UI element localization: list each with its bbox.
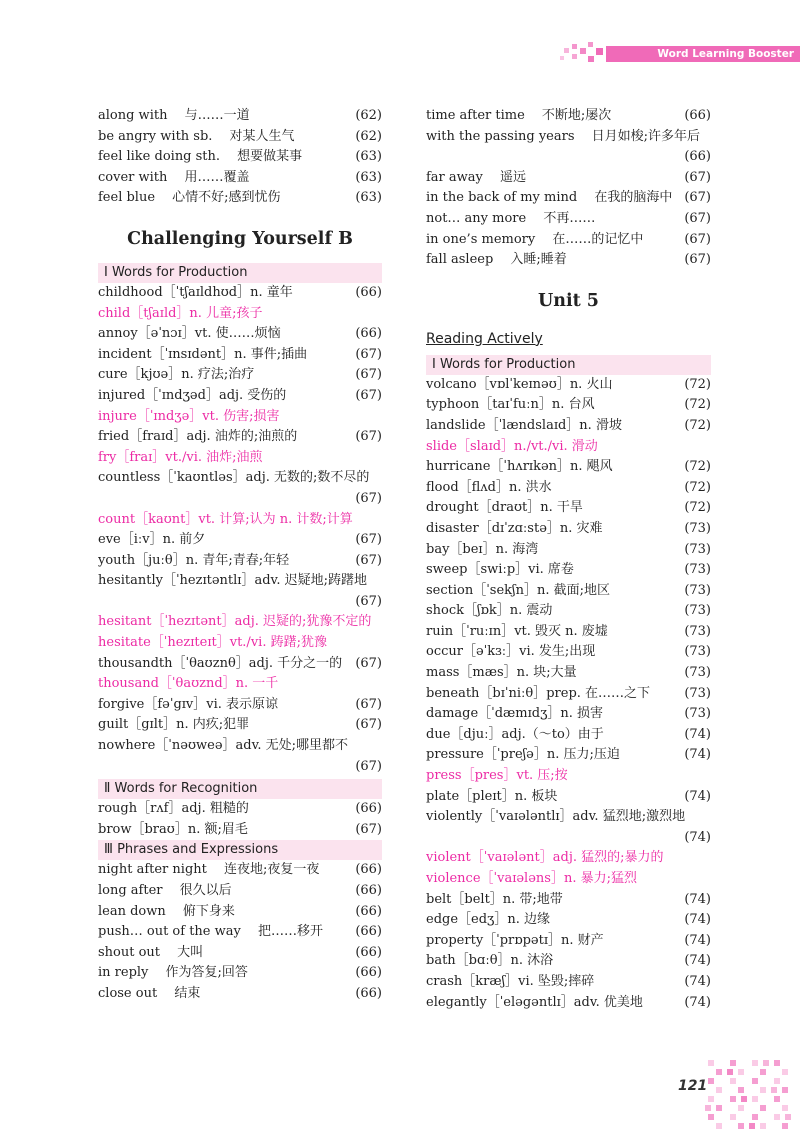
entry-text: hurricane［ˈhʌrɪkən］n. 飓风: [426, 459, 613, 475]
vocab-entry: [98, 188, 382, 209]
entry-text: crash［kræʃ］vi. 坠毁;摔碎: [426, 973, 595, 989]
entry-text: rough［rʌf］adj. 粗糙的: [98, 801, 249, 817]
vocab-entry: [426, 993, 711, 1014]
vocab-entry: [426, 188, 711, 209]
entry-page: (73): [684, 562, 711, 578]
decor-square: [774, 1078, 780, 1084]
entry-page: (67): [355, 552, 382, 568]
decor-square: [730, 1060, 736, 1066]
section-header-phrases: Ⅲ Phrases and Expressions: [98, 840, 382, 860]
section-header-words-recognition: Ⅱ Words for Recognition: [98, 779, 382, 799]
vocab-entry-page-ref: [426, 828, 711, 849]
entry-text: thousandth［ˈθaʊznθ］adj. 千分之一的: [98, 655, 343, 671]
entry-text: due［djuː］adj.（～to）由于: [426, 726, 604, 742]
entry-page: (73): [684, 706, 711, 722]
entry-text: childhood［ˈtʃaɪldhʊd］n. 童年: [98, 284, 293, 300]
entry-text: hesitantly［ˈhezɪtəntlɪ］adv. 迟疑地;踌躇地: [98, 573, 367, 589]
related-word-entry: [426, 848, 711, 869]
decor-square: [752, 1060, 758, 1066]
entry-page: (72): [684, 459, 711, 475]
decor-square: [580, 48, 586, 54]
decor-square: [738, 1123, 744, 1129]
vocab-entry: [98, 345, 382, 366]
decor-square: [727, 1069, 733, 1075]
entry-text: night after night 连夜地;夜复一夜: [98, 862, 320, 878]
decor-square: [785, 1114, 791, 1120]
entry-text: close out 结束: [98, 985, 201, 1001]
entry-page: (63): [355, 190, 382, 206]
entry-page: (72): [684, 397, 711, 413]
vocab-entry: [426, 519, 711, 540]
vocab-entry: [426, 601, 711, 622]
vocab-entry: [426, 375, 711, 396]
vocab-entry: [98, 715, 382, 736]
decor-square: [782, 1105, 788, 1111]
entry-page: (66): [684, 108, 711, 123]
entry-page: (66): [355, 326, 382, 342]
decor-square: [760, 1105, 766, 1111]
decor-square: [771, 1087, 777, 1093]
entry-text: slide［slaɪd］n./vt./vi. 滑动: [426, 438, 598, 454]
related-word-entry: [98, 674, 382, 695]
entry-page: (66): [355, 985, 382, 1001]
decor-square: [588, 56, 594, 62]
vocab-entry: [98, 943, 382, 964]
left-words-recognition-list: [98, 799, 382, 840]
related-word-entry: [98, 633, 382, 654]
entry-page: (63): [355, 149, 382, 165]
decor-square: [738, 1087, 744, 1093]
entry-text: hesitant［ˈhezɪtənt］adj. 迟疑的;犹豫不定的: [98, 614, 372, 630]
vocab-entry: [426, 663, 711, 684]
entry-page: (73): [684, 644, 711, 660]
decor-square: [782, 1069, 788, 1075]
vocab-entry: [426, 787, 711, 808]
vocab-entry: [426, 951, 711, 972]
entry-page: (66): [355, 924, 382, 940]
vocab-entry: [426, 540, 711, 561]
entry-page: (73): [684, 520, 711, 536]
decor-square: [774, 1096, 780, 1102]
vocab-entry: [98, 147, 382, 168]
vocab-entry: [426, 106, 711, 127]
subsection-reading-actively: Reading Actively: [426, 330, 543, 347]
vocab-entry: [426, 725, 711, 746]
entry-text: fried［fraɪd］adj. 油炸的;油煎的: [98, 429, 298, 445]
decor-square: [760, 1087, 766, 1093]
decor-square: [730, 1114, 736, 1120]
vocab-entry: [98, 860, 382, 881]
entry-page: (74): [684, 726, 711, 742]
vocab-entry: [426, 250, 711, 271]
related-word-entry: [426, 437, 711, 458]
entry-page: (74): [684, 829, 711, 845]
entry-page: (74): [684, 747, 711, 763]
entry-page: (73): [684, 541, 711, 557]
vocab-entry: [426, 642, 711, 663]
decor-square: [752, 1114, 758, 1120]
vocab-entry: [98, 168, 382, 189]
entry-page: (62): [355, 108, 382, 123]
vocab-entry: [98, 820, 382, 841]
vocab-entry: [98, 736, 382, 757]
entry-page: (66): [355, 965, 382, 981]
vocab-entry: [98, 571, 382, 592]
entry-text: eve［iːv］n. 前夕: [98, 532, 206, 548]
entry-text: violent［ˈvaɪələnt］adj. 猛烈的;暴力的: [426, 850, 664, 866]
vocab-entry: [426, 745, 711, 766]
entry-text: shout out 大叫: [98, 944, 204, 960]
entry-text: fry［fraɪ］vt./vi. 油炸;油煎: [98, 449, 263, 465]
entry-page: (66): [355, 883, 382, 898]
entry-page: (67): [355, 346, 382, 362]
decor-square: [774, 1060, 780, 1066]
entry-text: forgive［fəˈgɪv］vi. 表示原谅: [98, 696, 279, 712]
entry-text: youth［juːθ］n. 青年;青春;年轻: [98, 552, 290, 568]
vocab-entry: [426, 560, 711, 581]
decor-square: [774, 1114, 780, 1120]
entry-text: count［kaʊnt］vt. 计算;认为 n. 计数;计算: [98, 511, 353, 527]
entry-text: bath［bɑːθ］n. 沐浴: [426, 953, 554, 969]
decor-square: [708, 1060, 714, 1066]
entry-text: cure［kjʊə］n. 疗法;治疗: [98, 367, 255, 383]
entry-page: (74): [684, 788, 711, 804]
vocab-entry: [98, 695, 382, 716]
decor-square: [741, 1096, 747, 1102]
entry-page: (67): [684, 190, 711, 206]
vocab-entry: [426, 457, 711, 478]
entry-text: time after time 不断地;屡次: [426, 108, 612, 123]
entry-text: not… any more 不再……: [426, 210, 596, 226]
vocab-entry: [98, 799, 382, 820]
entry-text: pressure［ˈpreʃə］n. 压力;压迫: [426, 747, 620, 763]
decor-square: [596, 48, 603, 55]
vocab-entry: [426, 931, 711, 952]
vocab-entry: [426, 704, 711, 725]
section-header-words-production: Ⅰ Words for Production: [98, 263, 382, 283]
vocab-entry: [426, 581, 711, 602]
entry-text: sweep［swiːp］vi. 席卷: [426, 562, 574, 578]
right-top-list: [426, 106, 711, 271]
entry-page: (73): [684, 665, 711, 681]
vocab-entry: [426, 416, 711, 437]
entry-page: (72): [684, 500, 711, 516]
entry-text: far away 遥远: [426, 169, 527, 185]
vocab-entry: [426, 807, 711, 828]
entry-text: lean down 俯下身来: [98, 903, 235, 919]
entry-text: bay［beɪ］n. 海湾: [426, 541, 539, 557]
entry-text: injured［ˈɪndʒəd］adj. 受伤的: [98, 387, 287, 403]
entry-text: thousand［ˈθaʊznd］n. 一千: [98, 676, 279, 692]
entry-text: typhoon［taɪˈfuːn］n. 台风: [426, 397, 595, 413]
entry-page: (67): [684, 169, 711, 185]
entry-page: (67): [355, 821, 382, 837]
vocab-entry: [426, 168, 711, 189]
vocab-entry: [426, 684, 711, 705]
entry-text: in the back of my mind 在我的脑海中: [426, 190, 673, 206]
entry-text: nowhere［ˈnəʊweə］adv. 无处;哪里都不: [98, 738, 349, 754]
entry-text: section［ˈsekʃn］n. 截面;地区: [426, 582, 610, 598]
vocab-entry: [98, 386, 382, 407]
vocab-entry-page-ref: [98, 757, 382, 778]
decor-square: [730, 1096, 736, 1102]
vocab-entry: [98, 530, 382, 551]
entry-page: (67): [355, 532, 382, 548]
vocab-entry: [426, 395, 711, 416]
vocab-entry: [426, 910, 711, 931]
entry-text: hesitate［ˈhezɪteɪt］vt./vi. 踌躇;犹豫: [98, 635, 327, 651]
vocab-entry-page-ref: [98, 489, 382, 510]
decor-square: [716, 1087, 722, 1093]
entry-page: (63): [355, 169, 382, 185]
entry-page: (66): [684, 149, 711, 165]
vocab-entry: [98, 963, 382, 984]
vocab-entry: [98, 922, 382, 943]
entry-text: be angry with sb. 对某人生气: [98, 128, 295, 144]
entry-page: (73): [684, 582, 711, 598]
entry-page: (73): [684, 685, 711, 701]
entry-text: press［pres］vt. 压;按: [426, 768, 568, 784]
entry-text: violence［ˈvaɪələns］n. 暴力;猛烈: [426, 871, 637, 886]
entry-text: damage［ˈdæmɪdʒ］n. 损害: [426, 706, 604, 722]
entry-page: (67): [355, 387, 382, 403]
entry-page: (73): [684, 623, 711, 639]
vocab-entry: [98, 902, 382, 923]
entry-page: (72): [684, 417, 711, 433]
decor-square: [752, 1096, 758, 1102]
entry-text: volcano［vɒlˈkeɪnəʊ］n. 火山: [426, 376, 613, 392]
header-banner: [560, 42, 800, 64]
decor-square: [572, 44, 577, 49]
vocab-entry: [426, 890, 711, 911]
entry-text: along with 与……一道: [98, 108, 250, 123]
decor-square: [560, 56, 564, 60]
vocab-entry: [426, 498, 711, 519]
vocab-entry-page-ref: [98, 592, 382, 613]
entry-page: (74): [684, 994, 711, 1010]
decor-square: [782, 1087, 788, 1093]
entry-page: (66): [355, 862, 382, 878]
vocab-entry: [98, 468, 382, 489]
vocab-entry: [98, 881, 382, 902]
decor-square: [708, 1096, 714, 1102]
entry-page: (66): [355, 284, 382, 300]
vocab-entry: [98, 654, 382, 675]
entry-page: (72): [684, 479, 711, 495]
entry-text: belt［belt］n. 带;地带: [426, 891, 563, 907]
section-title-challenging: Challenging Yourself B: [127, 228, 353, 249]
page-number: 121: [678, 1078, 708, 1094]
entry-page: (67): [355, 758, 382, 774]
vocab-entry: [426, 127, 711, 148]
entry-page: (74): [684, 912, 711, 928]
entry-text: annoy［əˈnɔɪ］vt. 使……烦恼: [98, 326, 281, 342]
decor-square: [716, 1069, 722, 1075]
entry-page: (67): [684, 210, 711, 226]
decor-square: [749, 1123, 755, 1129]
entry-text: flood［flʌd］n. 洪水: [426, 479, 552, 495]
entry-text: property［ˈprɒpətɪ］n. 财产: [426, 932, 604, 948]
related-word-entry: [98, 510, 382, 531]
left-top-list: [98, 106, 382, 209]
entry-text: disaster［dɪˈzɑːstə］n. 灾难: [426, 520, 603, 536]
entry-page: (66): [355, 801, 382, 817]
entry-page: (72): [684, 376, 711, 392]
right-words-production-list: [426, 375, 711, 1013]
entry-page: (67): [355, 367, 382, 383]
entry-page: (67): [684, 252, 711, 268]
entry-text: violently［ˈvaɪələntlɪ］adv. 猛烈地;激烈地: [426, 809, 686, 825]
decor-square: [716, 1105, 722, 1111]
decor-square: [760, 1123, 766, 1129]
entry-text: guilt［gɪlt］n. 内疚;犯罪: [98, 717, 250, 733]
entry-page: (67): [355, 655, 382, 671]
banner-title: Word Learning Booster: [657, 48, 794, 60]
decor-square: [705, 1105, 711, 1111]
related-word-entry: [98, 407, 382, 428]
entry-page: (74): [684, 953, 711, 969]
entry-text: beneath［bɪˈniːθ］prep. 在……之下: [426, 685, 651, 701]
decor-square: [588, 42, 593, 47]
vocab-entry: [98, 283, 382, 304]
entry-page: (74): [684, 932, 711, 948]
entry-text: cover with 用……覆盖: [98, 169, 250, 185]
vocab-entry: [98, 324, 382, 345]
unit-title: Unit 5: [538, 290, 599, 311]
entry-page: (67): [355, 490, 382, 506]
entry-text: child［tʃaɪld］n. 儿童;孩子: [98, 305, 263, 321]
decor-square: [782, 1123, 788, 1129]
related-word-entry: [98, 304, 382, 325]
entry-text: occur［əˈkɜː］vi. 发生;出现: [426, 644, 596, 660]
decor-square: [716, 1123, 722, 1129]
entry-text: shock［ʃɒk］n. 震动: [426, 603, 553, 619]
left-phrases-list: [98, 860, 382, 1004]
entry-page: (66): [355, 944, 382, 960]
decor-square: [752, 1078, 758, 1084]
vocab-entry: [98, 365, 382, 386]
related-word-entry: [426, 869, 711, 890]
vocab-entry: [98, 551, 382, 572]
entry-text: brow［braʊ］n. 额;眉毛: [98, 821, 248, 837]
entry-text: feel like doing sth. 想要做某事: [98, 149, 303, 165]
entry-page: (62): [355, 128, 382, 144]
entry-page: (73): [684, 603, 711, 619]
left-column: [98, 106, 382, 1005]
entry-text: with the passing years 日月如梭;许多年后: [426, 128, 701, 144]
decor-square: [708, 1078, 714, 1084]
entry-text: feel blue 心情不好;感到忧伤: [98, 190, 281, 206]
entry-page: (74): [684, 973, 711, 989]
entry-text: in one’s memory 在……的记忆中: [426, 231, 644, 247]
entry-page: (66): [355, 903, 382, 919]
related-word-entry: [98, 448, 382, 469]
entry-text: incident［ˈɪnsɪdənt］n. 事件;插曲: [98, 346, 308, 362]
entry-text: fall asleep 入睡;睡着: [426, 252, 567, 268]
left-words-production-list: [98, 283, 382, 777]
entry-text: injure［ˈɪndʒə］vt. 伤害;损害: [98, 408, 280, 424]
entry-text: mass［mæs］n. 块;大量: [426, 665, 577, 681]
decor-square: [572, 54, 577, 59]
vocab-entry: [426, 209, 711, 230]
entry-text: in reply 作为答复;回答: [98, 965, 248, 981]
decor-square: [738, 1069, 744, 1075]
section-header-words-production: Ⅰ Words for Production: [426, 355, 711, 375]
entry-page: (67): [355, 696, 382, 712]
vocab-entry: [98, 127, 382, 148]
entry-page: (67): [355, 429, 382, 445]
related-word-entry: [98, 612, 382, 633]
decor-square: [564, 48, 569, 53]
vocab-entry: [98, 106, 382, 127]
vocab-entry-page-ref: [426, 147, 711, 168]
decor-square: [730, 1078, 736, 1084]
vocab-entry: [98, 984, 382, 1005]
entry-text: edge［edʒ］n. 边缘: [426, 912, 551, 928]
entry-page: (67): [355, 593, 382, 609]
right-column: [426, 106, 711, 1013]
vocab-entry: [426, 972, 711, 993]
entry-text: plate［pleɪt］n. 板块: [426, 788, 558, 804]
entry-text: elegantly［ˈeləgəntlɪ］adv. 优美地: [426, 994, 643, 1010]
vocab-entry: [98, 427, 382, 448]
entry-text: drought［draʊt］n. 干旱: [426, 500, 583, 516]
entry-text: countless［ˈkaʊntləs］adj. 无数的;数不尽的: [98, 470, 370, 486]
vocab-entry: [426, 230, 711, 251]
decor-square: [760, 1069, 766, 1075]
related-word-entry: [426, 766, 711, 787]
entry-page: (67): [684, 231, 711, 247]
entry-page: (67): [355, 717, 382, 733]
entry-page: (74): [684, 891, 711, 907]
vocab-entry: [426, 478, 711, 499]
decor-square: [738, 1105, 744, 1111]
decor-square: [708, 1114, 714, 1120]
entry-text: ruin［ˈruːɪn］vt. 毁灭 n. 废墟: [426, 623, 608, 639]
vocab-entry: [426, 622, 711, 643]
entry-text: push… out of the way 把……移开: [98, 924, 323, 940]
decor-square: [763, 1060, 769, 1066]
entry-text: long after 很久以后: [98, 883, 232, 898]
entry-text: landslide［ˈlændslaɪd］n. 滑坡: [426, 417, 622, 433]
